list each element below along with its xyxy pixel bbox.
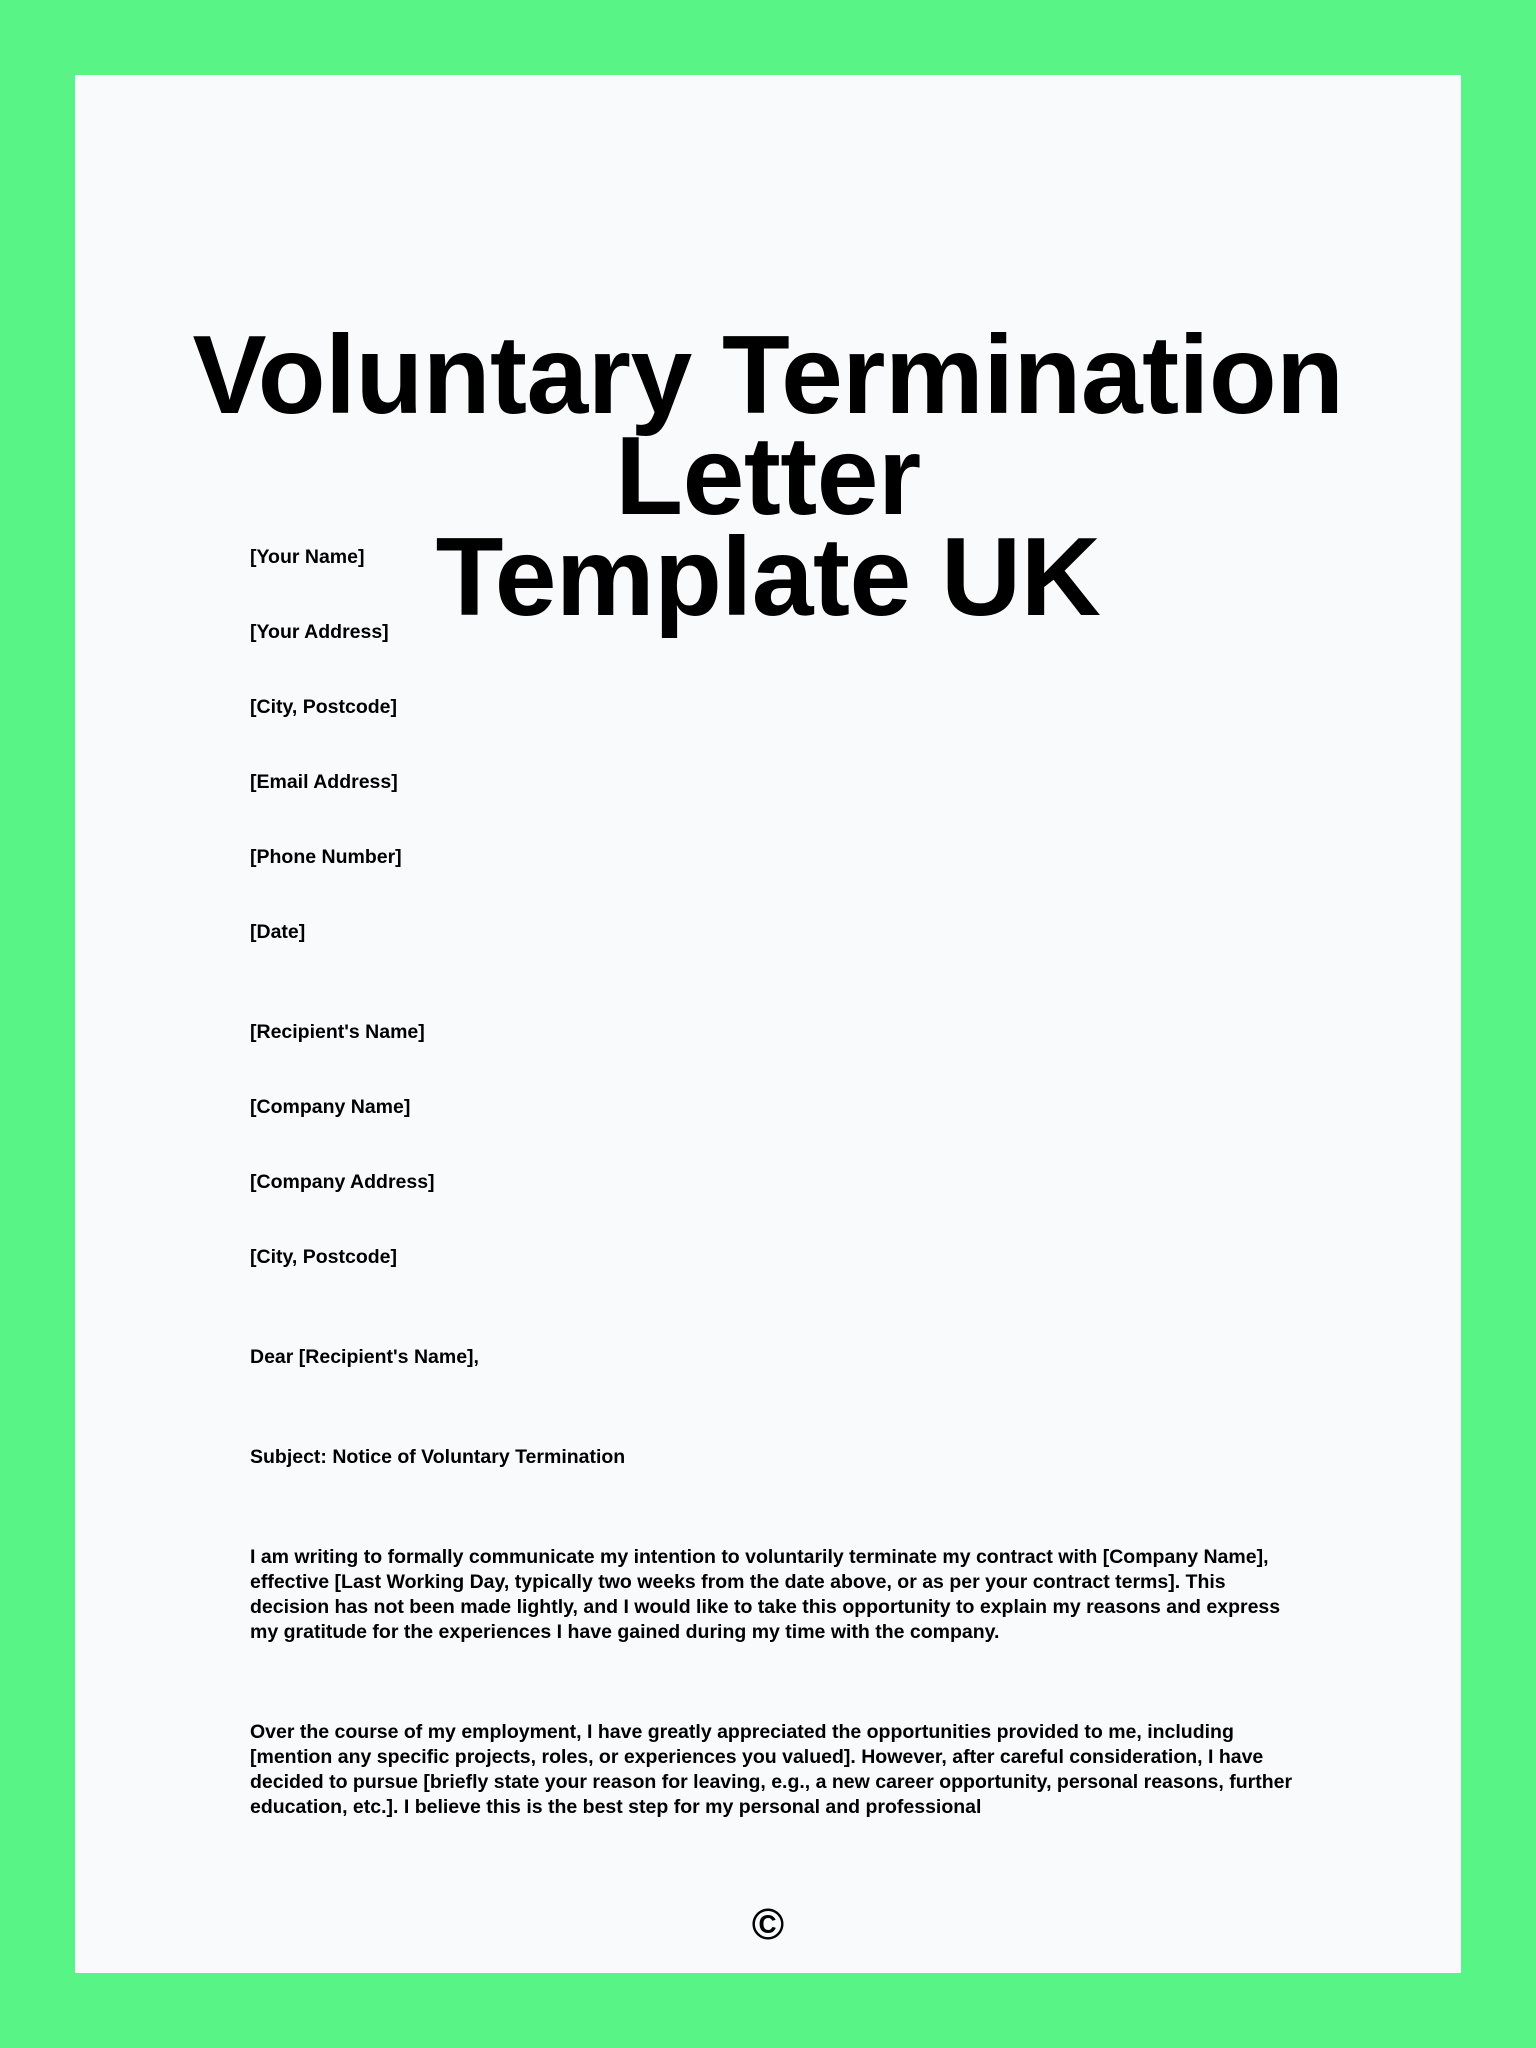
paragraph-1: I am writing to formally communicate my intention to voluntarily terminate my contract with [Company Name], effective [Last Working Day, typically two weeks from the date above, or as per your contract terms]. This decision has not been made lightly, and I would like to take this opportunity to explain my reasons and express my gratitude for the experiences I have gained during my time with the company. xyxy=(250,1546,1281,1643)
recipient-name: [Recipient's Name] xyxy=(250,1021,425,1043)
letter-page xyxy=(75,75,1461,1973)
paragraph-2: Over the course of my employment, I have greatly appreciated the opportunities provided to me, including [mention any specific projects, roles, or experiences you valued]. However, after careful consideration, I have decided to pursue [briefly state your reason for leaving, e.g., a new career opportunity, personal reasons, further education, etc.]. I believe this is the best step for my personal and professional xyxy=(250,1721,1293,1818)
sender-city-postcode: [City, Postcode] xyxy=(250,696,397,718)
sender-email: [Email Address] xyxy=(250,771,398,793)
recipient-company-address: [Company Address] xyxy=(250,1171,435,1193)
subject-line: Subject: Notice of Voluntary Termination xyxy=(250,1446,626,1468)
copyright-icon: © xyxy=(751,1900,785,1949)
recipient-company: [Company Name] xyxy=(250,1096,411,1118)
letter-date: [Date] xyxy=(250,921,306,943)
sender-name: [Your Name] xyxy=(250,546,365,568)
sender-phone: [Phone Number] xyxy=(250,846,402,868)
salutation: Dear [Recipient's Name], xyxy=(250,1346,479,1368)
title-line-1: Voluntary Termination Letter xyxy=(192,313,1344,538)
recipient-city-postcode: [City, Postcode] xyxy=(250,1246,397,1268)
sender-address: [Your Address] xyxy=(250,621,389,643)
title-line-2: Template UK xyxy=(435,515,1101,639)
